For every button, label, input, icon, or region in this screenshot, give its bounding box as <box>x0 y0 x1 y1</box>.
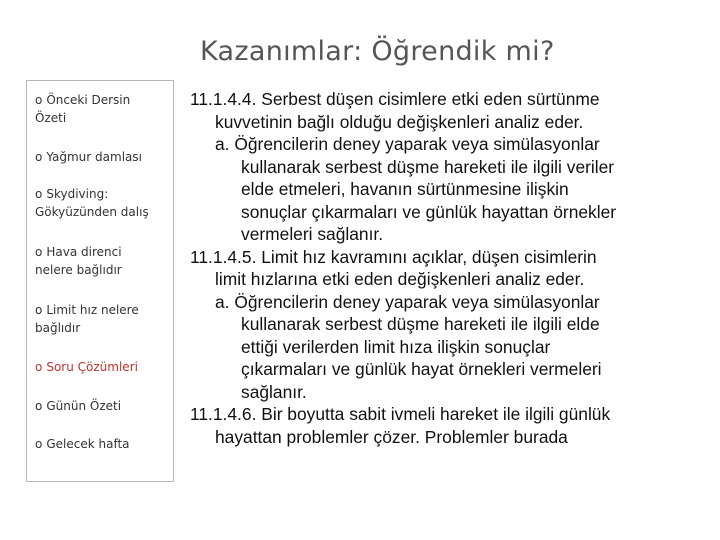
outcome-subitem-line: vermeleri sağlanır. <box>241 224 384 244</box>
outcome-heading-11-1-4-5: 11.1.4.5. Limit hız kavramını açıklar, düşen cisimlerin <box>190 246 597 267</box>
outcome-subitem-line: kullanarak serbest düşme hareketi ile ilgili elde <box>241 314 600 334</box>
sidebar-item-label: Hava direnci <box>46 245 122 259</box>
outcome-subitem-line: ettiği verilerden limit hıza ilişkin sonuçlar <box>241 336 551 357</box>
sidebar-item-label-cont: Özeti <box>35 111 67 125</box>
sidebar-item-yagmur-damlasi[interactable] <box>35 148 173 166</box>
sidebar-item-label: Soru Çözümleri <box>46 360 138 374</box>
sidebar-item-gunun-ozeti[interactable] <box>35 397 173 415</box>
sidebar-item-label: Skydiving: <box>46 187 109 201</box>
bullet-icon: o <box>35 245 43 259</box>
outcome-subitem-line: çıkarmaları ve günlük hayat örnekleri vermeleri <box>241 359 602 379</box>
bullet-icon: o <box>35 187 43 201</box>
sidebar-item-soru-cozumleri[interactable] <box>35 358 173 376</box>
slide-title: Kazanımlar: Öğrendik mi? <box>200 36 555 67</box>
bullet-icon: o <box>35 437 43 451</box>
sidebar-item-label: Gelecek hafta <box>46 437 130 451</box>
sidebar-item-label-cont: Gökyüzünden dalış <box>35 205 149 219</box>
outcome-text-line: limit hızlarına etki eden değişkenleri analiz eder. <box>215 269 585 289</box>
outcome-heading-11-1-4-6: 11.1.4.6. Bir boyutta sabit ivmeli hareket ile ilgili günlük <box>190 404 611 424</box>
sidebar-item-label: Önceki Dersin <box>46 93 131 107</box>
sidebar-item-gelecek-hafta[interactable] <box>35 435 173 453</box>
sidebar-item-limit-hiz[interactable] <box>35 301 173 337</box>
outcome-heading-11-1-4-4: 11.1.4.4. Serbest düşen cisimlere etki eden sürtünme <box>190 89 600 109</box>
sidebar-item-label: Limit hız nelere <box>46 303 139 317</box>
bullet-icon: o <box>35 399 43 413</box>
outcome-subitem-line: kullanarak serbest düşme hareketi ile ilgili veriler <box>241 156 615 177</box>
outcome-text-line: hayattan problemler çözer. Problemler burada <box>215 426 568 447</box>
bullet-icon: o <box>35 360 43 374</box>
sidebar-item-skydiving[interactable] <box>35 185 173 221</box>
sidebar-item-label-cont: bağlıdır <box>35 321 81 335</box>
sidebar-item-onceki-ders[interactable] <box>35 91 173 127</box>
sidebar-item-label-cont: nelere bağlıdır <box>35 263 122 277</box>
bullet-icon: o <box>35 150 43 164</box>
outcome-text-line: kuvvetinin bağlı olduğu değişkenleri analiz eder. <box>215 111 584 132</box>
bullet-icon: o <box>35 93 43 107</box>
outcome-subitem-a: a. Öğrencilerin deney yaparak veya simülasyonlar <box>215 291 600 312</box>
sidebar-item-label: Günün Özeti <box>46 399 122 413</box>
sidebar-item-hava-direnci[interactable] <box>35 243 173 279</box>
bullet-icon: o <box>35 303 43 317</box>
outcome-subitem-line: sağlanır. <box>241 381 307 402</box>
outcome-subitem-a: a. Öğrencilerin deney yaparak veya simülasyonlar <box>215 134 600 154</box>
learning-outcomes-body <box>190 88 700 448</box>
outcome-subitem-line: sonuçlar çıkarmaları ve günlük hayattan örnekler <box>241 201 617 222</box>
sidebar-outline-panel <box>26 80 174 482</box>
sidebar-item-label: Yağmur damlası <box>46 150 142 164</box>
outcome-subitem-line: elde etmeleri, havanın sürtünmesine ilişkin <box>241 179 569 199</box>
